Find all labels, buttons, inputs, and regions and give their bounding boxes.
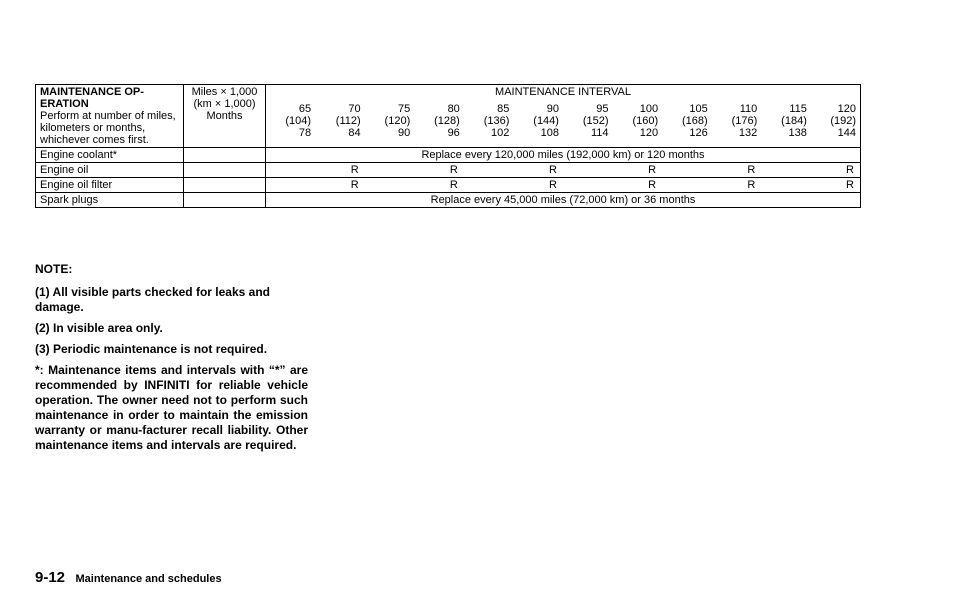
interval-mark: R: [811, 163, 861, 178]
unit-miles: Miles × 1,000: [191, 86, 258, 98]
interval-months: 132: [738, 126, 758, 139]
replacement-note: Replace every 120,000 miles (192,000 km) or 120 months: [266, 148, 861, 163]
interval-mark: [662, 178, 712, 193]
interval-mark: R: [613, 178, 663, 193]
table-row-engine-oil-filter: [36, 178, 861, 193]
maintenance-schedule-table: [35, 84, 861, 208]
replacement-note: Replace every 45,000 miles (72,000 km) or 36 months: [266, 193, 861, 208]
interval-months: 78: [298, 126, 312, 139]
interval-months: 144: [837, 126, 856, 139]
interval-mark: [563, 178, 613, 193]
interval-miles: 100: [639, 102, 659, 115]
interval-column: [613, 102, 663, 148]
interval-months: 84: [348, 126, 361, 139]
unit-cell: [184, 178, 266, 193]
interval-km: (184): [781, 114, 807, 127]
interval-km: (112): [335, 114, 361, 127]
interval-km: (168): [682, 114, 708, 127]
interval-months: 102: [491, 126, 510, 139]
operation-header-description: Perform at number of miles, kilometers or months, whichever comes first.: [40, 110, 176, 146]
interval-mark: [266, 163, 316, 178]
interval-months: 90: [397, 126, 411, 139]
interval-km: (136): [483, 114, 510, 127]
note-item: (2) In visible area only.: [35, 321, 163, 335]
interval-mark: R: [315, 163, 365, 178]
interval-miles: 80: [447, 102, 460, 115]
interval-months: 108: [540, 126, 559, 139]
notes-title: NOTE:: [35, 262, 73, 276]
interval-mark: R: [513, 178, 563, 193]
interval-column: [662, 102, 712, 148]
page-footer: [35, 569, 222, 587]
interval-miles: 90: [546, 102, 559, 115]
interval-mark: R: [513, 163, 563, 178]
table-row-engine-coolant: [36, 148, 861, 163]
interval-column: [315, 102, 365, 148]
interval-column: [761, 102, 811, 148]
unit-km: (km × 1,000): [193, 98, 256, 110]
interval-km: (104): [285, 114, 312, 127]
unit-header-cell: [184, 85, 266, 148]
interval-months: 114: [591, 126, 609, 139]
table-row-engine-oil: [36, 163, 861, 178]
interval-miles: 95: [596, 102, 609, 115]
unit-months: Months: [206, 110, 243, 122]
interval-column: [464, 102, 514, 148]
interval-months: 120: [639, 126, 659, 139]
interval-mark: [365, 163, 415, 178]
interval-miles: 70: [348, 102, 361, 115]
interval-mark: R: [712, 163, 762, 178]
interval-miles: 65: [298, 102, 312, 115]
interval-mark: [464, 178, 514, 193]
interval-mark: R: [613, 163, 663, 178]
interval-column: [513, 102, 563, 148]
interval-column: [414, 102, 464, 148]
interval-column: [563, 102, 613, 148]
interval-mark: R: [315, 178, 365, 193]
item-name: Engine coolant*: [36, 148, 184, 163]
interval-km: (176): [731, 114, 758, 127]
interval-km: (128): [434, 114, 460, 127]
interval-km: (144): [533, 114, 559, 127]
interval-miles: 110: [739, 102, 758, 115]
interval-mark: [761, 178, 811, 193]
interval-mark: R: [712, 178, 762, 193]
interval-mark: [266, 178, 316, 193]
item-name: Spark plugs: [36, 193, 184, 208]
unit-cell: [184, 163, 266, 178]
interval-miles: 105: [689, 102, 708, 115]
interval-mark: R: [414, 163, 464, 178]
interval-miles: 75: [397, 102, 411, 115]
note-item: *: Maintenance items and intervals with “*” are recommended by INFINITI for reliable vehicle operation. The owner need not to perform such maintenance in order to maintain the emission warranty or manu-facturer recall liability. Other maintenance items and intervals are required.: [35, 363, 308, 452]
interval-miles: 120: [837, 102, 856, 115]
interval-column: [811, 102, 861, 148]
interval-mark: R: [414, 178, 464, 193]
item-name: Engine oil filter: [36, 178, 184, 193]
item-name: Engine oil: [36, 163, 184, 178]
interval-mark: [464, 163, 514, 178]
interval-mark: [761, 163, 811, 178]
interval-km: (160): [632, 114, 659, 127]
interval-mark: R: [811, 178, 861, 193]
note-item: (1) All visible parts checked for leaks and damage.: [35, 285, 270, 314]
interval-months: 138: [788, 126, 807, 139]
interval-mark: [563, 163, 613, 178]
interval-mark: [662, 163, 712, 178]
interval-mark: [365, 178, 415, 193]
table-row-spark-plugs: [36, 193, 861, 208]
interval-months: 96: [447, 126, 460, 139]
section-title: Maintenance and schedules: [75, 573, 222, 585]
interval-header-title: MAINTENANCE INTERVAL: [266, 85, 861, 102]
interval-miles: 85: [497, 102, 510, 115]
interval-months: 126: [689, 126, 708, 139]
interval-km: (120): [384, 114, 411, 127]
interval-km: (152): [582, 114, 609, 127]
header-row: [36, 85, 861, 102]
interval-column: [266, 102, 316, 148]
note-item: (3) Periodic maintenance is not required.: [35, 342, 268, 356]
operation-header-title: MAINTENANCE OP-ERATION: [40, 86, 144, 110]
unit-cell: [184, 193, 266, 208]
page-number: 9-12: [35, 569, 66, 586]
notes-section: [35, 262, 308, 459]
unit-cell: [184, 148, 266, 163]
interval-column: [365, 102, 415, 148]
interval-km: (192): [830, 114, 856, 127]
interval-miles: 115: [789, 102, 807, 115]
operation-header-cell: [36, 85, 184, 148]
interval-column: [712, 102, 762, 148]
